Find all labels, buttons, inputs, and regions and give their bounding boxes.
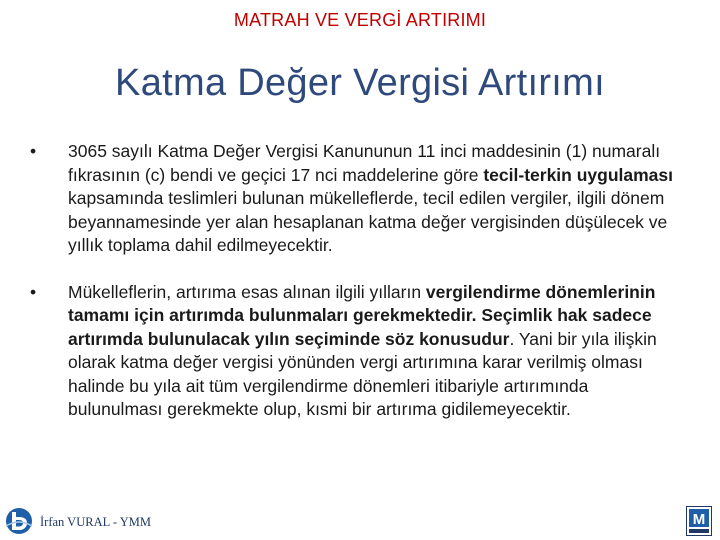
ymm-logo-icon [686, 506, 712, 536]
bullet-dot: • [30, 281, 37, 302]
bullet-text [68, 282, 657, 420]
bullet-text [68, 141, 673, 255]
bullet-dot: • [30, 141, 37, 161]
footer-author: İrfan VURAL - YMM [40, 515, 151, 529]
ymm-logo-letter: M [692, 511, 706, 528]
company-logo-icon [4, 506, 34, 536]
slide-title: Katma Değer Vergisi Artırımı [115, 62, 605, 104]
bullet-text-bold-segment: vergilendirme dönemlerinin tamamı için artırımda bulunmaları gerekmektedir. Seçimlik hak sadece artırımda bulunulacak yılın seçiminde söz konusudur [68, 281, 656, 349]
bullet-list [30, 140, 680, 422]
bullet-item [30, 281, 680, 422]
bullet-text-segment: 3065 sayılı Katma Değer Vergisi Kanununun 11 inci maddesinin (1) numaralı fıkrasının (c) bendi ve geçici 17 nci maddelerine göre [68, 141, 661, 185]
bullet-text-segment: . Yani bir yıla ilişkin olarak katma değer vergisi yönünden vergi artırımına karar verilmiş olması halinde bu yıla ait tüm vergilendirme dönemleri itibariyle artırımında bulunulması gerekmekte olup, kısmi bir artırıma gidilemeyecektir. [68, 328, 657, 419]
bullet-item [30, 140, 680, 258]
bullet-text-segment: kapsamında teslimleri bulunan mükelleflerde, tecil edilen vergiler, ilgili dönem beyannamesinde yer alan hesaplanan katma değer vergisinden düşülecek ve yıllık toplama dahil edilmeyecektir. [68, 188, 668, 255]
bullet-text-segment: Mükelleflerin, artırıma esas alınan ilgili yılların [68, 281, 426, 302]
header-title: MATRAH VE VERGİ ARTIRIMI [233, 10, 487, 30]
bullet-text-bold-segment: tecil-terkin uygulaması [483, 164, 674, 185]
